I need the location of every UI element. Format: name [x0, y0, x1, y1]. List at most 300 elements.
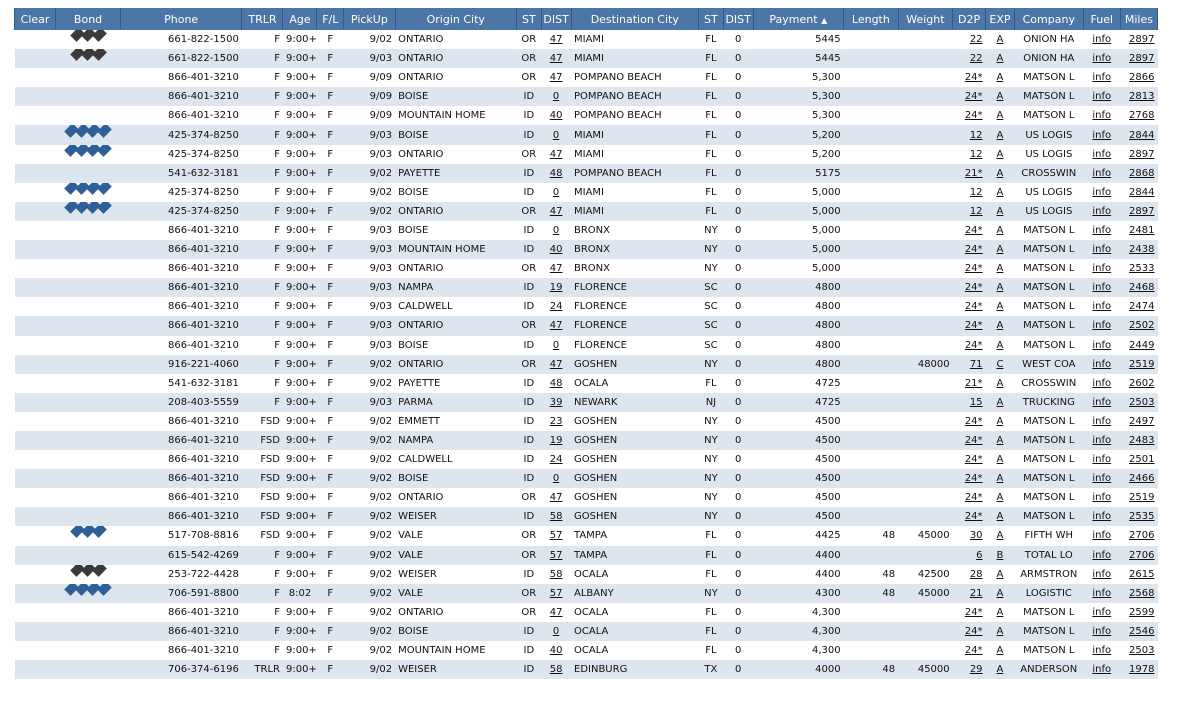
- table-row[interactable]: [15, 488, 1158, 507]
- odist-link[interactable]: 47: [549, 358, 563, 370]
- cell-clear[interactable]: [15, 526, 56, 545]
- fuel-link[interactable]: info: [1092, 34, 1112, 46]
- exp-link[interactable]: A: [996, 301, 1004, 313]
- d2p-link[interactable]: 24*: [964, 415, 983, 427]
- cell-clear[interactable]: [15, 584, 56, 603]
- cell-clear[interactable]: [15, 546, 56, 565]
- exp-link[interactable]: A: [996, 625, 1004, 637]
- d2p-link[interactable]: 24*: [964, 224, 983, 236]
- odist-link[interactable]: 48: [549, 377, 563, 389]
- cell-exp: [986, 450, 1015, 469]
- miles-link[interactable]: 2897: [1129, 148, 1155, 160]
- fuel-link[interactable]: info: [1092, 263, 1112, 275]
- cell-clear[interactable]: [15, 565, 56, 584]
- cell-clear[interactable]: [15, 106, 56, 125]
- table-row[interactable]: [15, 507, 1158, 526]
- d2p-link[interactable]: 24*: [964, 435, 983, 447]
- odist-link[interactable]: 58: [549, 664, 563, 676]
- col-payment[interactable]: [753, 8, 844, 30]
- fuel-link[interactable]: info: [1092, 110, 1112, 122]
- miles-link[interactable]: 2519: [1129, 492, 1155, 504]
- exp-link[interactable]: A: [996, 473, 1004, 485]
- d2p-link[interactable]: 29: [969, 664, 983, 676]
- miles-link[interactable]: 2897: [1129, 34, 1155, 46]
- miles-link[interactable]: 2468: [1129, 282, 1155, 294]
- cell-clear[interactable]: [15, 125, 56, 144]
- cell-clear[interactable]: [15, 49, 56, 68]
- miles-link[interactable]: 2535: [1129, 511, 1155, 523]
- fuel-link[interactable]: info: [1092, 664, 1112, 676]
- cell-clear[interactable]: [15, 183, 56, 202]
- table-row[interactable]: [15, 355, 1158, 374]
- cell-dest: TAMPA: [571, 546, 699, 565]
- miles-link[interactable]: 2481: [1129, 224, 1155, 236]
- cell-exp: [986, 30, 1015, 49]
- cell-fl: F: [317, 68, 344, 87]
- exp-link[interactable]: A: [996, 568, 1004, 580]
- miles-link[interactable]: 2768: [1129, 110, 1155, 122]
- cell-clear[interactable]: [15, 660, 56, 679]
- odist-link[interactable]: 24: [549, 454, 563, 466]
- fuel-link[interactable]: info: [1092, 568, 1112, 580]
- table-row[interactable]: [15, 297, 1158, 316]
- table-row[interactable]: [15, 526, 1158, 545]
- cell-clear[interactable]: [15, 374, 56, 393]
- cell-clear[interactable]: [15, 355, 56, 374]
- fuel-link[interactable]: info: [1092, 415, 1112, 427]
- exp-link[interactable]: A: [996, 587, 1004, 599]
- col-phone[interactable]: Phone: [120, 8, 241, 30]
- exp-link[interactable]: A: [996, 91, 1004, 103]
- miles-link[interactable]: 2502: [1129, 320, 1155, 332]
- exp-link[interactable]: A: [996, 396, 1004, 408]
- d2p-link[interactable]: 30: [969, 530, 983, 542]
- cell-dest: ALBANY: [571, 584, 699, 603]
- table-row[interactable]: [15, 565, 1158, 584]
- cell-clear[interactable]: [15, 30, 56, 49]
- d2p-link[interactable]: 12: [969, 205, 983, 217]
- cell-origin: BOISE: [395, 125, 516, 144]
- d2p-link[interactable]: 24*: [964, 339, 983, 351]
- cell-ddist: 0: [723, 565, 753, 584]
- odist-link[interactable]: 47: [549, 148, 563, 160]
- miles-link[interactable]: 2615: [1129, 568, 1155, 580]
- exp-link[interactable]: A: [996, 645, 1004, 657]
- cell-dest: FLORENCE: [571, 278, 699, 297]
- d2p-link[interactable]: 24*: [964, 91, 983, 103]
- cell-miles: [1120, 431, 1157, 450]
- fuel-link[interactable]: info: [1092, 167, 1112, 179]
- exp-link[interactable]: A: [996, 167, 1004, 179]
- cell-dest: GOSHEN: [571, 488, 699, 507]
- table-row[interactable]: [15, 106, 1158, 125]
- odist-link[interactable]: 0: [552, 129, 560, 141]
- exp-link[interactable]: A: [996, 53, 1004, 65]
- table-row[interactable]: [15, 469, 1158, 488]
- d2p-link[interactable]: 24*: [964, 511, 983, 523]
- cell-age: 9:00+: [283, 355, 317, 374]
- cell-clear[interactable]: [15, 164, 56, 183]
- miles-link[interactable]: 2868: [1129, 167, 1155, 179]
- table-row[interactable]: [15, 316, 1158, 335]
- cell-clear[interactable]: [15, 202, 56, 221]
- fuel-link[interactable]: info: [1092, 358, 1112, 370]
- fuel-link[interactable]: info: [1092, 205, 1112, 217]
- cell-bond: [56, 355, 121, 374]
- exp-link[interactable]: A: [996, 664, 1004, 676]
- d2p-link[interactable]: 24*: [964, 72, 983, 84]
- d2p-link[interactable]: 24*: [964, 606, 983, 618]
- col-dest-st[interactable]: ST: [699, 8, 724, 30]
- cell-clear[interactable]: [15, 641, 56, 660]
- odist-link[interactable]: 39: [549, 396, 563, 408]
- cell-clear[interactable]: [15, 450, 56, 469]
- cell-exp: [986, 488, 1015, 507]
- fuel-link[interactable]: info: [1092, 530, 1112, 542]
- odist-link[interactable]: 19: [549, 435, 563, 447]
- odist-link[interactable]: 0: [552, 339, 560, 351]
- d2p-link[interactable]: 15: [969, 396, 983, 408]
- miles-link[interactable]: 2602: [1129, 377, 1155, 389]
- fuel-link[interactable]: info: [1092, 454, 1112, 466]
- miles-link[interactable]: 2897: [1129, 205, 1155, 217]
- exp-link[interactable]: A: [996, 606, 1004, 618]
- d2p-link[interactable]: 24*: [964, 645, 983, 657]
- table-row[interactable]: [15, 30, 1158, 49]
- cell-payment: 4425: [753, 526, 844, 545]
- cell-clear[interactable]: [15, 297, 56, 316]
- miles-link[interactable]: 2466: [1129, 473, 1155, 485]
- col-exp[interactable]: EXP: [986, 8, 1015, 30]
- d2p-link[interactable]: 24*: [964, 110, 983, 122]
- odist-link[interactable]: 47: [549, 263, 563, 275]
- exp-link[interactable]: A: [996, 263, 1004, 275]
- table-row[interactable]: [15, 49, 1158, 68]
- col-weight[interactable]: Weight: [898, 8, 953, 30]
- miles-link[interactable]: 2533: [1129, 263, 1155, 275]
- odist-link[interactable]: 47: [549, 320, 563, 332]
- miles-link[interactable]: 2897: [1129, 53, 1155, 65]
- table-row[interactable]: [15, 660, 1158, 679]
- d2p-link[interactable]: 24*: [964, 244, 983, 256]
- table-row[interactable]: [15, 431, 1158, 450]
- cell-clear[interactable]: [15, 622, 56, 641]
- cell-clear[interactable]: [15, 240, 56, 259]
- odist-link[interactable]: 58: [549, 511, 563, 523]
- odist-link[interactable]: 58: [549, 568, 563, 580]
- miles-link[interactable]: 2844: [1129, 129, 1155, 141]
- exp-link[interactable]: A: [996, 339, 1004, 351]
- d2p-link[interactable]: 24*: [964, 492, 983, 504]
- table-row[interactable]: [15, 145, 1158, 164]
- exp-link[interactable]: A: [996, 72, 1004, 84]
- cell-d2p: [953, 87, 986, 106]
- cell-phone: 425-374-8250: [120, 125, 241, 144]
- table-row[interactable]: [15, 164, 1158, 183]
- fuel-link[interactable]: info: [1092, 282, 1112, 294]
- table-row[interactable]: [15, 68, 1158, 87]
- fuel-link[interactable]: info: [1092, 301, 1112, 313]
- cell-payment: 5,000: [753, 259, 844, 278]
- d2p-link[interactable]: 12: [969, 148, 983, 160]
- cell-clear[interactable]: [15, 87, 56, 106]
- fuel-link[interactable]: info: [1092, 587, 1112, 599]
- exp-link[interactable]: A: [996, 110, 1004, 122]
- fuel-link[interactable]: info: [1092, 396, 1112, 408]
- miles-link[interactable]: 2501: [1129, 454, 1155, 466]
- col-origin-dist[interactable]: DIST: [541, 8, 571, 30]
- d2p-link[interactable]: 24*: [964, 473, 983, 485]
- miles-link[interactable]: 2706: [1129, 530, 1155, 542]
- cell-clear[interactable]: [15, 336, 56, 355]
- cell-clear[interactable]: [15, 431, 56, 450]
- cell-odist: [541, 316, 571, 335]
- cell-clear[interactable]: [15, 68, 56, 87]
- cell-miles: [1120, 221, 1157, 240]
- col-bond[interactable]: Bond: [56, 8, 121, 30]
- d2p-link[interactable]: 28: [969, 568, 983, 580]
- exp-link[interactable]: A: [996, 415, 1004, 427]
- fuel-link[interactable]: info: [1092, 492, 1112, 504]
- odist-link[interactable]: 0: [552, 186, 560, 198]
- cell-dst: NY: [699, 412, 724, 431]
- miles-link[interactable]: 2568: [1129, 587, 1155, 599]
- d2p-link[interactable]: 21*: [964, 167, 983, 179]
- table-row[interactable]: [15, 584, 1158, 603]
- cell-clear[interactable]: [15, 145, 56, 164]
- table-row[interactable]: [15, 278, 1158, 297]
- table-row[interactable]: [15, 641, 1158, 660]
- cell-clear[interactable]: [15, 488, 56, 507]
- col-origin-st[interactable]: ST: [516, 8, 541, 30]
- odist-link[interactable]: 0: [552, 224, 560, 236]
- col-origin-city[interactable]: Origin City: [395, 8, 516, 30]
- cell-fuel: [1083, 660, 1120, 679]
- d2p-link[interactable]: 21: [969, 587, 983, 599]
- odist-link[interactable]: 0: [552, 625, 560, 637]
- fuel-link[interactable]: info: [1092, 549, 1112, 561]
- miles-link[interactable]: 2497: [1129, 415, 1155, 427]
- exp-link[interactable]: A: [996, 435, 1004, 447]
- exp-link[interactable]: A: [996, 530, 1004, 542]
- cell-d2p: [953, 68, 986, 87]
- d2p-link[interactable]: 24*: [964, 625, 983, 637]
- d2p-link[interactable]: 24*: [964, 320, 983, 332]
- miles-link[interactable]: 2546: [1129, 625, 1155, 637]
- fuel-link[interactable]: info: [1092, 224, 1112, 236]
- table-row[interactable]: [15, 622, 1158, 641]
- odist-link[interactable]: 0: [552, 91, 560, 103]
- col-fl[interactable]: F/L: [317, 8, 344, 30]
- col-dest-dist[interactable]: DIST: [723, 8, 753, 30]
- fuel-link[interactable]: info: [1092, 606, 1112, 618]
- odist-link[interactable]: 24: [549, 301, 563, 313]
- odist-link[interactable]: 47: [549, 492, 563, 504]
- miles-link[interactable]: 2449: [1129, 339, 1155, 351]
- col-trlr[interactable]: TRLR: [242, 8, 283, 30]
- odist-link[interactable]: 47: [549, 606, 563, 618]
- exp-link[interactable]: A: [996, 148, 1004, 160]
- exp-link[interactable]: A: [996, 205, 1004, 217]
- d2p-link[interactable]: 22: [969, 34, 983, 46]
- miles-link[interactable]: 2519: [1129, 358, 1155, 370]
- d2p-link[interactable]: 24*: [964, 301, 983, 313]
- cell-fl: F: [317, 125, 344, 144]
- odist-link[interactable]: 57: [549, 587, 563, 599]
- col-miles[interactable]: Miles: [1120, 8, 1157, 30]
- exp-link[interactable]: A: [996, 320, 1004, 332]
- cell-age: 9:00+: [283, 87, 317, 106]
- col-destination-city[interactable]: Destination City: [571, 8, 699, 30]
- col-fuel[interactable]: Fuel: [1083, 8, 1120, 30]
- cell-clear[interactable]: [15, 259, 56, 278]
- exp-link[interactable]: C: [996, 358, 1004, 370]
- exp-link[interactable]: A: [996, 224, 1004, 236]
- fuel-link[interactable]: info: [1092, 72, 1112, 84]
- d2p-link[interactable]: 71: [969, 358, 983, 370]
- miles-link[interactable]: 2599: [1129, 606, 1155, 618]
- fuel-link[interactable]: info: [1092, 645, 1112, 657]
- fuel-link[interactable]: info: [1092, 625, 1112, 637]
- fuel-link[interactable]: info: [1092, 320, 1112, 332]
- cell-clear[interactable]: [15, 221, 56, 240]
- miles-link[interactable]: 1978: [1129, 664, 1155, 676]
- cell-clear[interactable]: [15, 316, 56, 335]
- col-pickup[interactable]: PickUp: [344, 8, 395, 30]
- fuel-link[interactable]: info: [1092, 244, 1112, 256]
- cell-phone: 866-401-3210: [120, 507, 241, 526]
- miles-link[interactable]: 2503: [1129, 396, 1155, 408]
- d2p-link[interactable]: 6: [976, 549, 983, 561]
- table-row[interactable]: [15, 240, 1158, 259]
- fuel-link[interactable]: info: [1092, 435, 1112, 447]
- d2p-link[interactable]: 12: [969, 186, 983, 198]
- exp-link[interactable]: A: [996, 282, 1004, 294]
- fuel-link[interactable]: info: [1092, 91, 1112, 103]
- table-row[interactable]: [15, 125, 1158, 144]
- exp-link[interactable]: A: [996, 511, 1004, 523]
- cell-dst: NY: [699, 507, 724, 526]
- d2p-link[interactable]: 22: [969, 53, 983, 65]
- cell-miles: [1120, 316, 1157, 335]
- odist-link[interactable]: 47: [549, 34, 563, 46]
- cell-origin: BOISE: [395, 87, 516, 106]
- odist-link[interactable]: 23: [549, 415, 563, 427]
- fuel-link[interactable]: info: [1092, 148, 1112, 160]
- fuel-link[interactable]: info: [1092, 186, 1112, 198]
- table-row[interactable]: [15, 221, 1158, 240]
- cell-clear[interactable]: [15, 278, 56, 297]
- cell-dst: NY: [699, 431, 724, 450]
- table-row[interactable]: [15, 183, 1158, 202]
- odist-link[interactable]: 57: [549, 530, 563, 542]
- table-row[interactable]: [15, 393, 1158, 412]
- cell-weight: [898, 374, 953, 393]
- cell-clear[interactable]: [15, 393, 56, 412]
- miles-link[interactable]: 2844: [1129, 186, 1155, 198]
- col-age[interactable]: Age: [283, 8, 317, 30]
- miles-link[interactable]: 2706: [1129, 549, 1155, 561]
- table-row[interactable]: [15, 374, 1158, 393]
- odist-link[interactable]: 47: [549, 53, 563, 65]
- cell-clear[interactable]: [15, 469, 56, 488]
- exp-link[interactable]: A: [996, 492, 1004, 504]
- cell-age: 9:00+: [283, 565, 317, 584]
- d2p-link[interactable]: 24*: [964, 454, 983, 466]
- cell-exp: [986, 641, 1015, 660]
- fuel-link[interactable]: info: [1092, 53, 1112, 65]
- fuel-link[interactable]: info: [1092, 129, 1112, 141]
- exp-link[interactable]: A: [996, 186, 1004, 198]
- col-clear[interactable]: Clear: [15, 8, 56, 30]
- exp-link[interactable]: A: [996, 34, 1004, 46]
- odist-link[interactable]: 47: [549, 72, 563, 84]
- cell-clear[interactable]: [15, 603, 56, 622]
- cell-odist: [541, 431, 571, 450]
- table-row[interactable]: [15, 202, 1158, 221]
- table-row[interactable]: [15, 412, 1158, 431]
- miles-link[interactable]: 2474: [1129, 301, 1155, 313]
- table-row[interactable]: [15, 87, 1158, 106]
- odist-link[interactable]: 47: [549, 205, 563, 217]
- d2p-link[interactable]: 24*: [964, 282, 983, 294]
- fuel-link[interactable]: info: [1092, 339, 1112, 351]
- d2p-link[interactable]: 21*: [964, 377, 983, 389]
- odist-link[interactable]: 19: [549, 282, 563, 294]
- cell-fuel: [1083, 546, 1120, 565]
- odist-link[interactable]: 40: [549, 110, 563, 122]
- exp-link[interactable]: A: [996, 129, 1004, 141]
- fuel-link[interactable]: info: [1092, 377, 1112, 389]
- odist-link[interactable]: 57: [549, 549, 563, 561]
- table-row[interactable]: [15, 336, 1158, 355]
- odist-link[interactable]: 40: [549, 645, 563, 657]
- odist-link[interactable]: 40: [549, 244, 563, 256]
- cell-age: 9:00+: [283, 622, 317, 641]
- cell-weight: [898, 393, 953, 412]
- miles-link[interactable]: 2438: [1129, 244, 1155, 256]
- col-d2p[interactable]: D2P: [953, 8, 986, 30]
- cell-ddist: 0: [723, 297, 753, 316]
- col-length[interactable]: Length: [844, 8, 899, 30]
- exp-link[interactable]: A: [996, 244, 1004, 256]
- table-row[interactable]: [15, 546, 1158, 565]
- cell-clear[interactable]: [15, 507, 56, 526]
- table-row[interactable]: [15, 450, 1158, 469]
- cell-clear[interactable]: [15, 412, 56, 431]
- d2p-link[interactable]: 24*: [964, 263, 983, 275]
- cell-phone: 866-401-3210: [120, 641, 241, 660]
- miles-link[interactable]: 2483: [1129, 435, 1155, 447]
- table-row[interactable]: [15, 259, 1158, 278]
- cell-payment: 4800: [753, 355, 844, 374]
- exp-link[interactable]: A: [996, 377, 1004, 389]
- table-row[interactable]: [15, 603, 1158, 622]
- d2p-link[interactable]: 12: [969, 129, 983, 141]
- exp-link[interactable]: B: [996, 549, 1004, 561]
- fuel-link[interactable]: info: [1092, 473, 1112, 485]
- odist-link[interactable]: 48: [549, 167, 563, 179]
- cell-odist: [541, 412, 571, 431]
- miles-link[interactable]: 2813: [1129, 91, 1155, 103]
- miles-link[interactable]: 2503: [1129, 645, 1155, 657]
- fuel-link[interactable]: info: [1092, 511, 1112, 523]
- cell-dst: FL: [699, 374, 724, 393]
- miles-link[interactable]: 2866: [1129, 72, 1155, 84]
- odist-link[interactable]: 0: [552, 473, 560, 485]
- exp-link[interactable]: A: [996, 454, 1004, 466]
- col-company[interactable]: Company: [1014, 8, 1083, 30]
